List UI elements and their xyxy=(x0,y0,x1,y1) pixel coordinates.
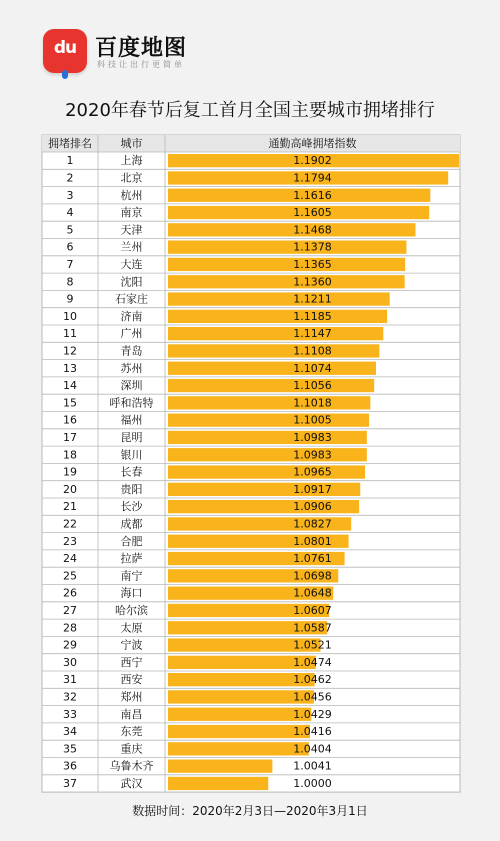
rank-label: 23 xyxy=(63,534,77,548)
rank-label: 18 xyxy=(63,448,77,462)
rank-label: 20 xyxy=(63,482,77,496)
city-label: 西宁 xyxy=(120,655,143,669)
value-label: 1.0906 xyxy=(293,500,332,514)
data-bar xyxy=(168,760,272,773)
city-label: 海口 xyxy=(120,586,143,600)
data-bar xyxy=(168,742,309,755)
rank-label: 4 xyxy=(66,206,74,220)
logo-slogan: 科技让出行更简单 xyxy=(97,60,185,69)
rank-label: 8 xyxy=(66,275,74,289)
rank-label: 7 xyxy=(66,257,74,271)
rank-label: 36 xyxy=(63,759,77,773)
value-label: 1.1108 xyxy=(293,344,332,358)
rank-label: 27 xyxy=(63,603,77,617)
value-label: 1.1074 xyxy=(293,361,332,375)
column-header-rank: 拥堵排名 xyxy=(48,137,92,150)
city-label: 呼和浩特 xyxy=(109,396,154,410)
city-label: 广州 xyxy=(120,327,143,341)
data-bar xyxy=(168,690,314,703)
value-label: 1.0983 xyxy=(293,430,332,444)
city-label: 大连 xyxy=(120,257,143,271)
rank-label: 24 xyxy=(63,552,77,566)
page-title: 2020年春节后复工首月全国主要城市拥堵排行 xyxy=(65,100,435,121)
data-bar xyxy=(168,465,365,478)
value-label: 1.1616 xyxy=(293,188,332,202)
rank-label: 15 xyxy=(63,396,77,410)
rank-label: 9 xyxy=(66,292,74,306)
data-bar xyxy=(168,292,390,305)
column-header-city: 城市 xyxy=(120,137,143,150)
city-label: 长春 xyxy=(120,465,143,479)
data-period-note: 数据时间：2020年2月3日—2020年3月1日 xyxy=(132,804,368,818)
value-label: 1.1468 xyxy=(293,223,332,237)
value-label: 1.0000 xyxy=(293,776,332,790)
data-bar xyxy=(168,258,405,271)
data-bar xyxy=(168,379,374,392)
value-label: 1.1147 xyxy=(293,327,332,341)
logo-badge-text: du xyxy=(53,38,77,58)
rank-label: 21 xyxy=(63,500,77,514)
city-label: 石家庄 xyxy=(115,292,148,306)
data-bar xyxy=(168,448,367,461)
rank-label: 30 xyxy=(63,655,77,669)
value-label: 1.1185 xyxy=(293,309,332,323)
city-label: 杭州 xyxy=(120,188,143,202)
value-label: 1.0827 xyxy=(293,517,332,531)
value-label: 1.0917 xyxy=(293,482,332,496)
city-label: 西安 xyxy=(120,673,143,687)
rank-label: 22 xyxy=(63,517,77,531)
rank-label: 35 xyxy=(63,742,77,756)
city-label: 南宁 xyxy=(120,569,143,583)
value-label: 1.1378 xyxy=(293,240,332,254)
city-label: 昆明 xyxy=(120,430,143,444)
rank-label: 29 xyxy=(63,638,77,652)
city-label: 武汉 xyxy=(120,776,143,790)
rank-label: 6 xyxy=(66,240,74,254)
value-label: 1.0607 xyxy=(293,603,332,617)
value-label: 1.1365 xyxy=(293,257,332,271)
rank-label: 31 xyxy=(63,673,77,687)
data-bar xyxy=(168,310,387,323)
city-label: 青岛 xyxy=(120,344,143,358)
rank-label: 34 xyxy=(63,725,77,739)
city-label: 成都 xyxy=(120,517,143,531)
rank-label: 11 xyxy=(63,327,77,341)
city-label: 郑州 xyxy=(120,690,143,704)
column-header-index: 通勤高峰拥堵指数 xyxy=(268,137,357,150)
city-label: 宁波 xyxy=(120,638,143,652)
value-label: 1.0983 xyxy=(293,448,332,462)
value-label: 1.1360 xyxy=(293,275,332,289)
value-label: 1.0456 xyxy=(293,690,332,704)
city-label: 南昌 xyxy=(120,707,143,721)
city-label: 贵阳 xyxy=(120,482,143,496)
rank-label: 14 xyxy=(63,379,77,393)
city-label: 福州 xyxy=(120,413,143,427)
data-bar xyxy=(168,725,310,738)
city-label: 长沙 xyxy=(120,500,143,514)
value-label: 1.0965 xyxy=(293,465,332,479)
value-label: 1.0698 xyxy=(293,569,332,583)
rank-label: 12 xyxy=(63,344,77,358)
value-label: 1.1211 xyxy=(293,292,332,306)
city-label: 拉萨 xyxy=(120,552,143,566)
rank-label: 17 xyxy=(63,430,77,444)
city-label: 银川 xyxy=(120,448,143,462)
value-label: 1.1056 xyxy=(293,379,332,393)
rank-label: 1 xyxy=(66,154,74,168)
rank-label: 33 xyxy=(63,707,77,721)
city-label: 天津 xyxy=(120,223,143,237)
city-label: 沈阳 xyxy=(120,275,143,289)
data-bar xyxy=(168,708,311,721)
rank-label: 3 xyxy=(66,188,74,202)
city-label: 哈尔滨 xyxy=(115,603,148,617)
rank-label: 16 xyxy=(63,413,77,427)
rank-label: 5 xyxy=(66,223,74,237)
rank-label: 13 xyxy=(63,361,77,375)
data-bar xyxy=(168,241,406,254)
data-bar xyxy=(168,327,383,340)
city-label: 深圳 xyxy=(120,379,143,393)
rank-label: 26 xyxy=(63,586,77,600)
city-label: 苏州 xyxy=(120,361,143,375)
value-label: 1.0404 xyxy=(293,742,332,756)
city-label: 兰州 xyxy=(120,240,143,254)
rank-label: 19 xyxy=(63,465,77,479)
city-label: 合肥 xyxy=(120,534,143,548)
city-label: 济南 xyxy=(120,309,143,323)
value-label: 1.0801 xyxy=(293,534,332,548)
data-bar xyxy=(168,396,370,409)
logo-name: 百度地图 xyxy=(95,36,188,61)
rank-label: 28 xyxy=(63,621,77,635)
value-label: 1.1605 xyxy=(293,206,332,220)
rank-label: 37 xyxy=(63,776,77,790)
city-label: 南京 xyxy=(120,206,143,220)
value-label: 1.0416 xyxy=(293,725,332,739)
value-label: 1.0587 xyxy=(293,621,332,635)
value-label: 1.0521 xyxy=(293,638,332,652)
city-label: 太原 xyxy=(120,621,143,635)
rank-label: 10 xyxy=(63,309,77,323)
data-bar xyxy=(168,275,405,288)
data-bar xyxy=(168,362,376,375)
value-label: 1.0761 xyxy=(293,552,332,566)
table-header-bg xyxy=(42,135,460,152)
value-label: 1.1794 xyxy=(293,171,332,185)
data-bar xyxy=(168,431,367,444)
rank-label: 32 xyxy=(63,690,77,704)
city-label: 乌鲁木齐 xyxy=(109,759,154,773)
data-bar xyxy=(168,344,379,357)
rank-label: 25 xyxy=(63,569,77,583)
data-bar xyxy=(168,223,415,236)
city-label: 上海 xyxy=(120,154,143,168)
rank-label: 2 xyxy=(66,171,74,185)
value-label: 1.0429 xyxy=(293,707,332,721)
value-label: 1.1902 xyxy=(293,154,332,168)
data-bar xyxy=(168,414,369,427)
city-label: 重庆 xyxy=(120,742,143,756)
value-label: 1.1018 xyxy=(293,396,332,410)
value-label: 1.1005 xyxy=(293,413,332,427)
data-bar xyxy=(168,777,268,790)
city-label: 北京 xyxy=(120,171,143,185)
city-label: 东莞 xyxy=(120,725,143,739)
value-label: 1.0041 xyxy=(293,759,332,773)
value-label: 1.0462 xyxy=(293,673,332,687)
value-label: 1.0474 xyxy=(293,655,332,669)
value-label: 1.0648 xyxy=(293,586,332,600)
